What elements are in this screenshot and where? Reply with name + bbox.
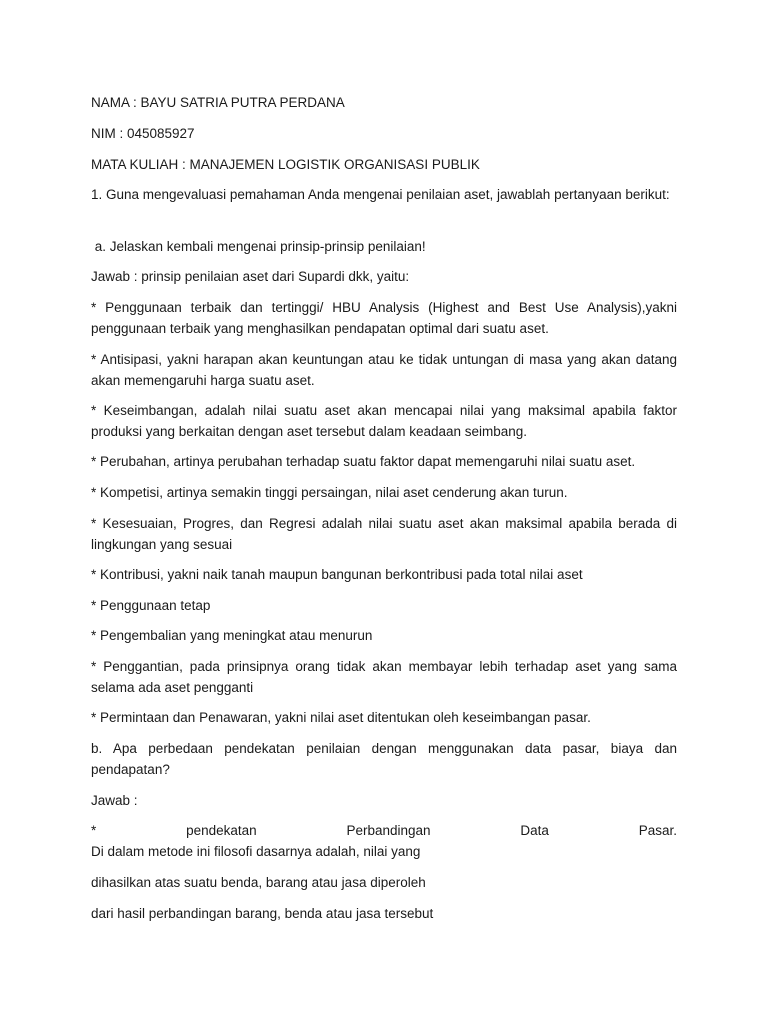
heading-word: pendekatan: [186, 823, 257, 838]
answer-b-heading: [91, 820, 677, 841]
heading-word: *: [91, 823, 97, 838]
principle-item: * Pengembalian yang meningkat atau menurun: [91, 628, 373, 643]
heading-word: Perbandingan: [346, 823, 431, 838]
answer-b-label: Jawab :: [91, 793, 138, 808]
principle-item: * Antisipasi, yakni harapan akan keuntungan atau ke tidak untungan di masa yang akan datang akan memengaruhi harga suatu aset.: [91, 352, 677, 388]
student-name: NAMA : BAYU SATRIA PUTRA PERDANA: [91, 95, 345, 110]
answer-b-line: dari hasil perbandingan barang, benda atau jasa tersebut: [91, 906, 434, 921]
question-1: 1. Guna mengevaluasi pemahaman Anda mengenai penilaian aset, jawablah pertanyaan berikut:: [91, 187, 670, 202]
answer-b-line: dihasilkan atas suatu benda, barang atau jasa diperoleh: [91, 875, 426, 890]
principle-item: * Kesesuaian, Progres, dan Regresi adalah nilai suatu aset akan maksimal apabila berada di lingkungan yang sesuai: [91, 516, 677, 552]
course-name: MATA KULIAH : MANAJEMEN LOGISTIK ORGANISASI PUBLIK: [91, 157, 480, 172]
answer-b-line: Di dalam metode ini filosofi dasarnya adalah, nilai yang: [91, 844, 421, 859]
principle-item: * Kontribusi, yakni naik tanah maupun bangunan berkontribusi pada total nilai aset: [91, 567, 583, 582]
principle-item: * Penggunaan tetap: [91, 598, 211, 613]
principle-item: * Penggunaan terbaik dan tertinggi/ HBU Analysis (Highest and Best Use Analysis),yakni penggunaan terbaik yang menghasilkan pendapatan optimal dari suatu aset.: [91, 300, 677, 336]
principle-item: * Penggantian, pada prinsipnya orang tidak akan membayar lebih terhadap aset yang sama selama ada aset pengganti: [91, 659, 677, 695]
principle-item: * Keseimbangan, adalah nilai suatu aset akan mencapai nilai yang maksimal apabila faktor produksi yang berkaitan dengan aset tersebut dalam keadaan seimbang.: [91, 403, 677, 439]
principle-item: * Perubahan, artinya perubahan terhadap suatu faktor dapat memengaruhi nilai suatu aset.: [91, 454, 636, 469]
heading-word: Pasar.: [638, 823, 677, 838]
answer-a-intro: Jawab : prinsip penilaian aset dari Supardi dkk, yaitu:: [91, 269, 410, 284]
question-a: a. Jelaskan kembali mengenai prinsip-prinsip penilaian!: [91, 239, 426, 254]
student-nim: NIM : 045085927: [91, 126, 195, 141]
question-b: b. Apa perbedaan pendekatan penilaian dengan menggunakan data pasar, biaya dan pendapatan?: [91, 741, 677, 777]
heading-word: Data: [520, 823, 549, 838]
principle-item: * Permintaan dan Penawaran, yakni nilai aset ditentukan oleh keseimbangan pasar.: [91, 710, 591, 725]
principle-item: * Kompetisi, artinya semakin tinggi persaingan, nilai aset cenderung akan turun.: [91, 485, 568, 500]
